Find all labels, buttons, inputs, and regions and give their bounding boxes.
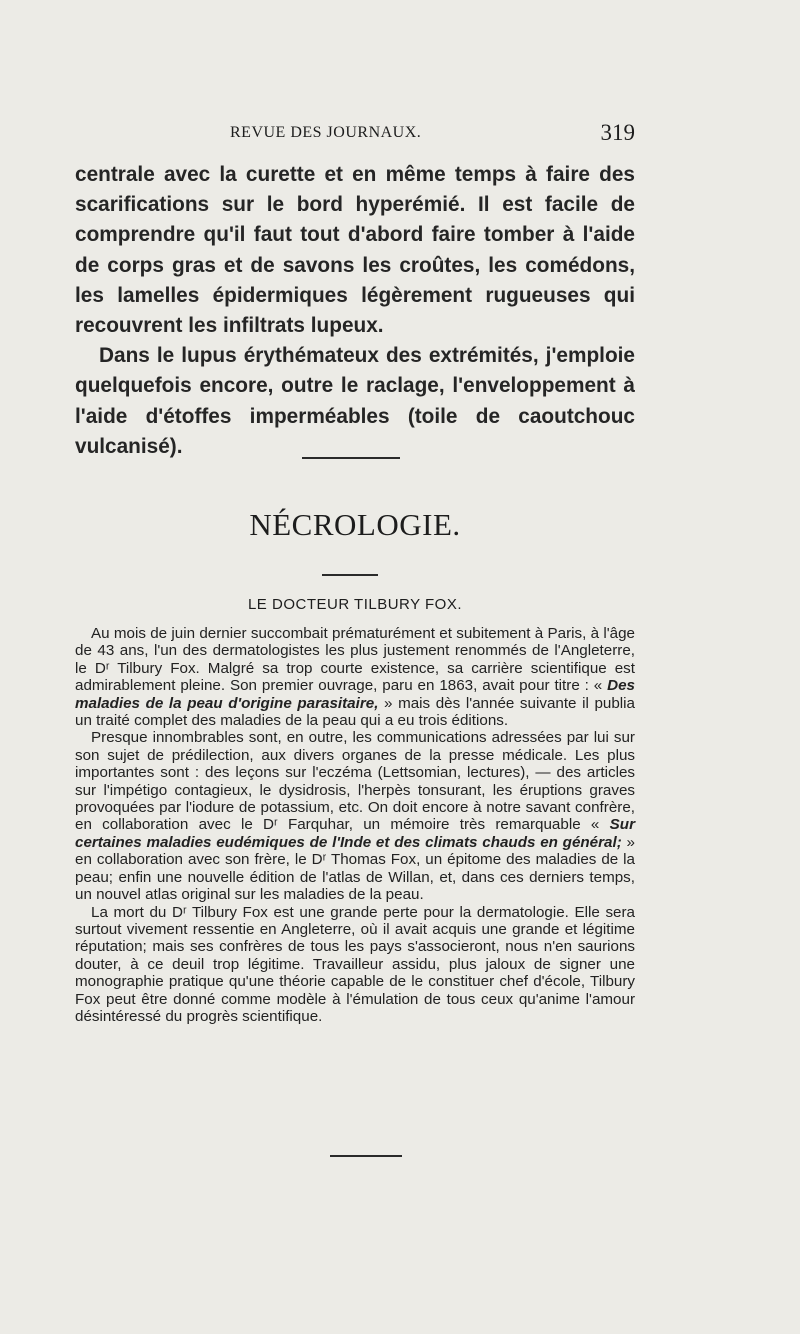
divider-rule-top — [302, 457, 400, 459]
text-run: Presque innombrables sont, en outre, les communications adressées par lui sur son sujet de prédilection, aux divers organes de la presse médicale. Les plus importantes sont : des leçons sur l'eczéma (Lettsomian, lectures), — des articles sur l'impétigo contagieux, le dysidrosis, l'herpès tonsurant, les éruptions graves provoquées par l'iodure de potassium, etc. On doit encore à notre savant confrère, en collaboration avec le Dʳ Farquhar, un mémoire très remarquable « — [75, 729, 635, 834]
intro-paragraph-1: centrale avec la curette et en même temps à faire des scarifications sur le bord hyperémié. Il est facile de comprendre qu'il faut tout d'abord faire tomber à l'aide de corps gras et de savons les croûtes, les comédons, les lamelles épidermiques légèrement rugueuses qui recouvrent les infiltrats lupeux. — [75, 163, 635, 338]
article-paragraph-3: La mort du Dʳ Tilbury Fox est une grande perte pour la dermatologie. Elle sera surtout vivement ressentie en Angleterre, où il avait acquis une grande et légitime réputation; mais ses confrères de tous les pays s'associeront, nous n'en saurions douter, à ce deuil trop légitime. Travailleur assidu, plus jaloux de signer une monographie pratique qu'une théorie capable de le constituer chef d'école, Tilbury Fox peut être donné comme modèle à l'émulation de tous ceux qu'anime l'amour désintéressé du progrès scientifique. — [75, 903, 635, 1025]
intro-text — [75, 160, 635, 462]
running-title: REVUE DES JOURNAUX. — [230, 124, 422, 141]
divider-rule-bottom — [330, 1155, 402, 1157]
book-title: Des maladies de la peau d'origine parasitaire, — [75, 677, 635, 712]
divider-rule-mid — [322, 574, 378, 576]
page-number: 319 — [600, 120, 635, 145]
intro-paragraph-2: Dans le lupus érythémateux des extrémités, j'emploie quelquefois encore, outre le raclage, l'enveloppement à l'aide d'étoffes imperméables (toile de caoutchouc vulcanisé). — [75, 344, 635, 458]
memoir-title: Sur certaines maladies eudémiques de l'Inde et des climats chauds en général; — [75, 816, 635, 851]
text-run: Au mois de juin dernier succombait prématurément et subitement à Paris, à l'âge de 43 ans, l'un des dermatologistes les plus justement renommés de l'Angleterre, le Dʳ Tilbury Fox. Malgré sa trop courte existence, sa carrière scientifique est admirablement pleine. Son premier ouvrage, paru en 1863, avait pour titre : « — [75, 625, 635, 695]
article-body — [75, 625, 635, 1025]
section-title: NÉCROLOGIE. — [249, 507, 461, 542]
article-subheading: LE DOCTEUR TILBURY FOX. — [247, 596, 463, 613]
text-run: » en collaboration avec son frère, le Dʳ Thomas Fox, un épitome des maladies de la peau; enfin une nouvelle édition de l'atlas de Willan, et, dans ces derniers temps, un nouvel atlas original sur les maladies de la peau. — [75, 833, 635, 904]
running-head — [75, 120, 635, 154]
article-paragraph-2 — [75, 729, 635, 903]
text-run: » mais dès l'année suivante il publia un traité complet des maladies de la peau qui a eu trois éditions. — [75, 694, 635, 730]
article-paragraph-1 — [75, 625, 635, 729]
